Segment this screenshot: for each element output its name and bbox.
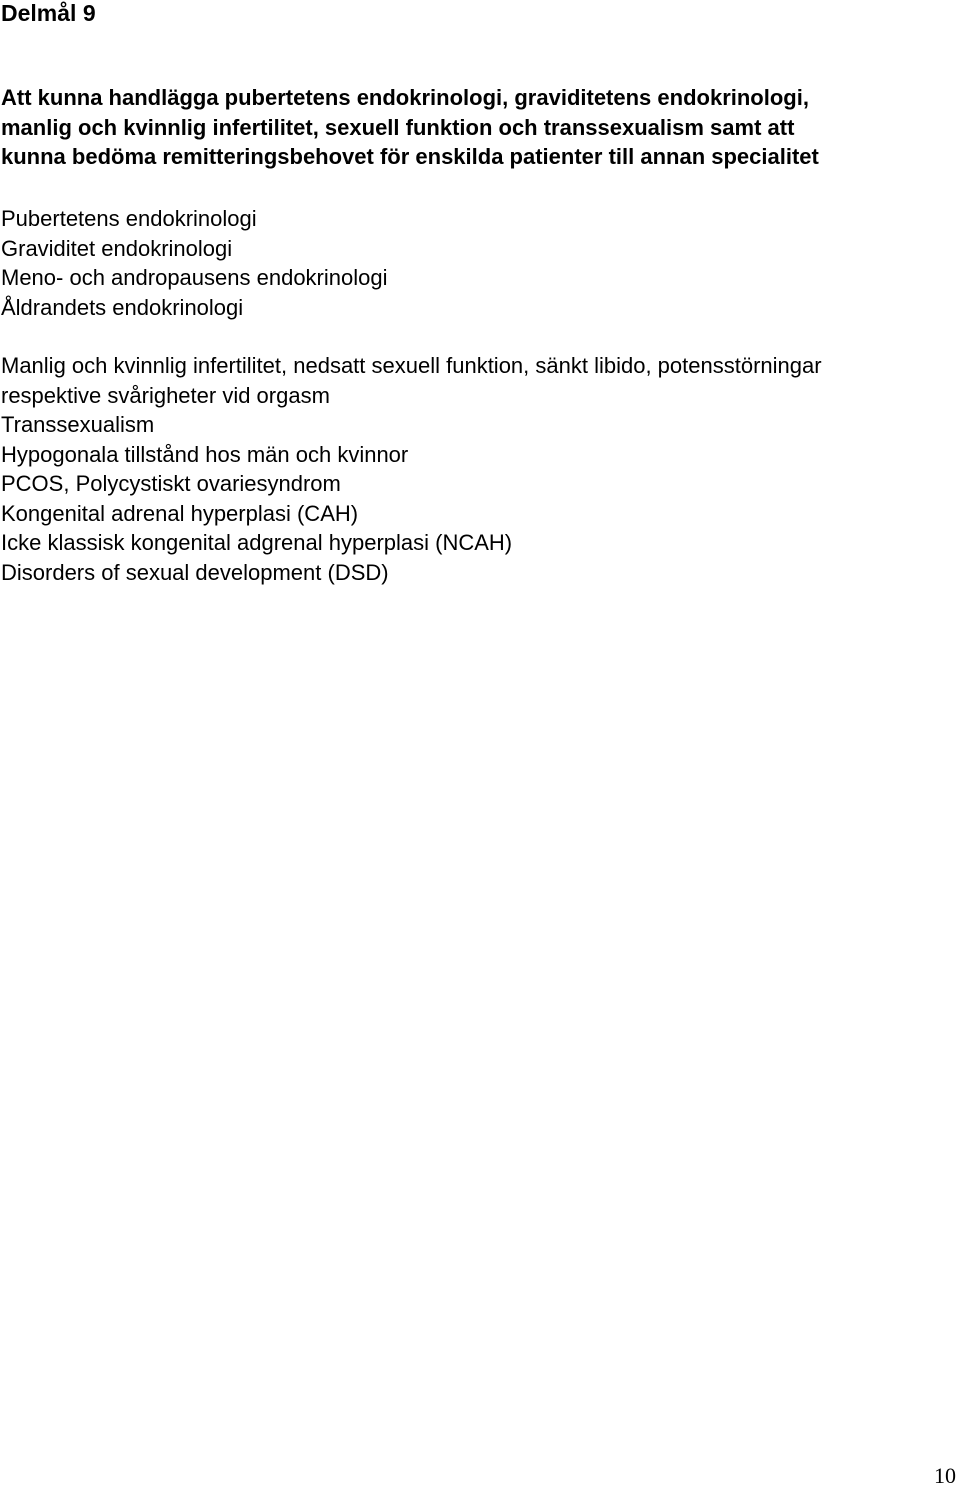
topic-item: Åldrandets endokrinologi	[1, 294, 244, 320]
topic-item: Transsexualism	[1, 412, 155, 437]
section-heading: Delmål 9	[1, 0, 96, 26]
topic-item: PCOS, Polycystiskt ovariesyndrom	[1, 471, 341, 496]
page-number: 10	[934, 1463, 956, 1488]
topic-list-endocrinology	[1, 204, 387, 322]
objective-statement	[1, 83, 819, 172]
topic-list-conditions	[1, 351, 822, 587]
topic-item: Disorders of sexual development (DSD)	[1, 559, 389, 585]
topic-item: Meno- och andropausens endokrinologi	[1, 265, 388, 290]
topic-item: Kongenital adrenal hyperplasi (CAH)	[1, 500, 359, 526]
objective-line: kunna bedöma remitteringsbehovet för enskilda patienter till annan specialitet	[1, 144, 819, 169]
objective-line: Att kunna handlägga pubertetens endokrinologi, graviditetens endokrinologi,	[1, 85, 809, 110]
topic-item: Manlig och kvinnlig infertilitet, nedsatt sexuell funktion, sänkt libido, potensstörningar	[1, 353, 822, 378]
topic-item: Hypogonala tillstånd hos män och kvinnor	[1, 441, 409, 467]
topic-item: Graviditet endokrinologi	[1, 235, 233, 261]
topic-item: Pubertetens endokrinologi	[1, 206, 257, 231]
objective-line: manlig och kvinnlig infertilitet, sexuell funktion och transsexualism samt att	[1, 114, 795, 140]
topic-item: respektive svårigheter vid orgasm	[1, 382, 330, 408]
topic-item: Icke klassisk kongenital adgrenal hyperplasi (NCAH)	[1, 530, 513, 555]
